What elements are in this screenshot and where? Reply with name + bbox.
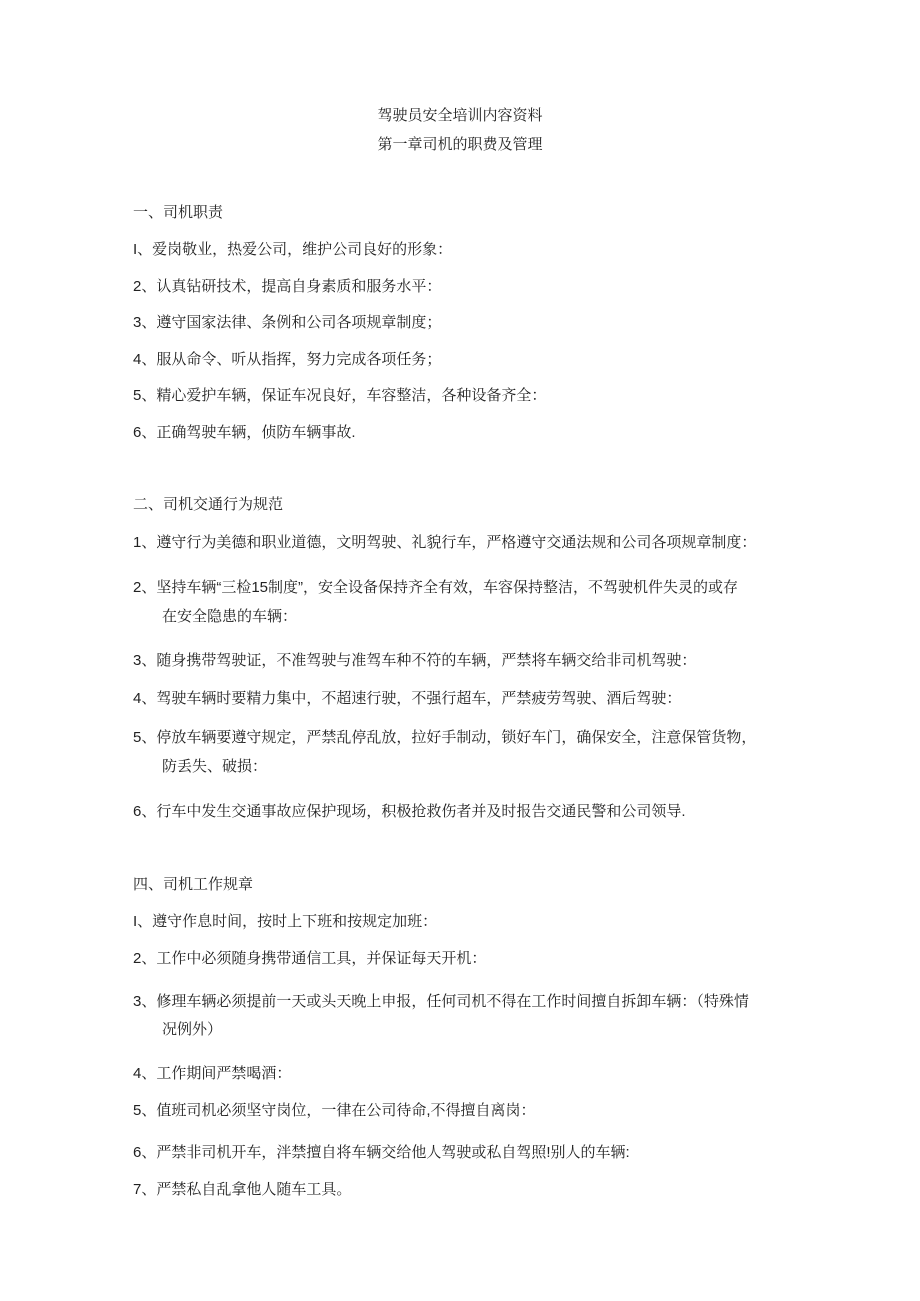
list-item: 4、驾驶车辆时要精力集中，不超速行驶，不强行超车，严禁疲劳驾驶、酒后驾驶： [133,690,682,707]
list-item: 7、严禁私自乱拿他人随车工具。 [133,1181,352,1198]
list-item: 3、修理车辆必须提前一天或头天晚上申报，任何司机不得在工作时间擅自拆卸车辆：（特殊情 [133,993,749,1010]
list-item: 4、服从命令、听从指挥，努力完成各项任务； [133,351,442,368]
list-item: I、爱岗敬业，热爱公司，维护公司良好的形象： [133,241,453,258]
document-title: 驾驶员安全培训内容资料 [377,107,543,124]
list-item: 1、遵守行为美德和职业道德，文明驾驶、礼貌行车，严格遵守交通法规和公司各项规章制度： [133,534,757,551]
list-item: 5、精心爱护车辆，保证车况良好，车容整洁，各种设备齐全： [133,387,547,404]
list-item: 2、认真钻研技术，提高自身素质和服务水平： [133,278,442,295]
list-item: 6、正确驾驶车辆，侦防车辆事故. [133,424,356,441]
list-item: 2、工作中必须随身携带通信工具，并保证每天开机： [133,950,487,967]
chapter-title: 第一章司机的职费及管理 [377,136,543,153]
section-heading: 二、司机交通行为规范 [133,496,284,513]
list-item: 4、工作期间严禁喝酒： [133,1065,292,1082]
list-item: 2、坚持车辆“三检15制度”，安全设备保持齐全有效，车容保持整洁，不驾驶机件失灵的或存 [133,579,739,596]
section-heading: 四、司机工作规章 [133,876,254,893]
list-item: 3、遵守国家法律、条例和公司各项规章制度； [133,314,442,331]
list-item: 5、停放车辆要遵守规定，严禁乱停乱放，拉好手制动，锁好车门，确保安全，注意保管货物， [133,729,757,746]
list-item: 6、行车中发生交通事故应保护现场，积极抢救伤者并及时报告交通民警和公司领导. [133,803,686,820]
list-item: 6、严禁非司机开车，泮禁擅自将车辆交给他人驾驶或私自驾照!别人的车辆: [133,1144,630,1161]
list-item: 3、随身携带驾驶证，不准驾驶与准驾车种不符的车辆，严禁将车辆交给非司机驾驶： [133,652,697,669]
list-item: I、遵守作息时间，按时上下班和按规定加班： [133,913,438,930]
list-item-continuation: 防丢失、破损： [162,758,268,775]
list-item-continuation: 在安全隐患的车辆： [162,608,298,625]
list-item-continuation: 况例外） [162,1021,223,1038]
section-heading: 一、司机职责 [133,204,224,221]
list-item: 5、值班司机必须坚守岗位，一律在公司待命,不得擅自离岗： [133,1102,536,1119]
